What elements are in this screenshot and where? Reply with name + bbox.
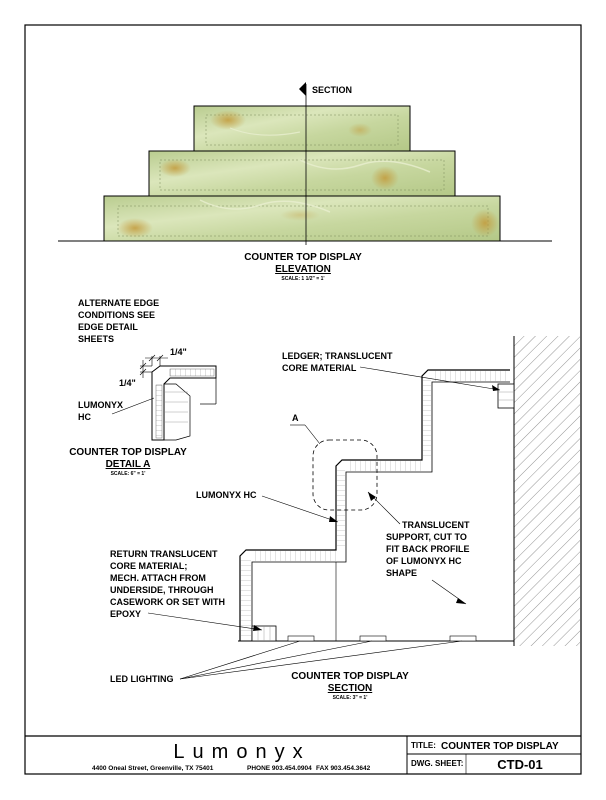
callout-a-label: A (292, 413, 299, 423)
led-leader-1 (180, 641, 300, 679)
elevation-view (58, 82, 552, 282)
title-value: COUNTER TOP DISPLAY (441, 741, 559, 752)
elevation-subtitle: ELEVATION (275, 264, 331, 275)
support-note-line-2: SUPPORT, CUT TO (386, 532, 467, 542)
stepped-profile-outer (240, 370, 510, 641)
support-note-line-5: SHAPE (386, 568, 418, 578)
return-note-line-1: RETURN TRANSLUCENT (110, 549, 218, 559)
led-strip-2 (360, 636, 386, 641)
return-note-line-5: CASEWORK OR SET WITH (110, 597, 225, 607)
section-scale: SCALE: 3" = 1' (332, 695, 368, 701)
company-logo-text: Lumonyx (173, 741, 311, 763)
led-strip-1 (288, 636, 314, 641)
section-subtitle: SECTION (327, 683, 373, 694)
support-note-line-1: TRANSLUCENT (402, 520, 470, 530)
detail-note-line-2: CONDITIONS SEE (78, 310, 156, 320)
detail-note-line-1: ALTERNATE EDGE (78, 298, 160, 308)
support-note-line-4: OF LUMONYX HC (386, 556, 462, 566)
detail-material-line-2: HC (78, 412, 91, 422)
section-title: COUNTER TOP DISPLAY (291, 671, 409, 682)
section-view (110, 336, 580, 701)
ledger-note-line-2: CORE MATERIAL (282, 363, 357, 373)
detail-dim-top: 1/4" (170, 347, 187, 357)
return-note-line-4: UNDERSIDE, THROUGH (110, 585, 214, 595)
detail-dim-side: 1/4" (119, 378, 136, 388)
led-strip-3 (450, 636, 476, 641)
wall-hatch (514, 336, 580, 646)
company-address: 4400 Oneal Street, Greenville, TX 75401 (92, 765, 214, 772)
tier-middle (149, 151, 455, 196)
detail-title: COUNTER TOP DISPLAY (69, 447, 187, 458)
lumonyx-hc-label: LUMONYX HC (196, 490, 257, 500)
company-fax: FAX 903.454.3642 (316, 765, 371, 772)
title-label: TITLE: (411, 741, 436, 750)
ledger-block (498, 384, 514, 408)
detail-note-line-3: EDGE DETAIL (78, 322, 138, 332)
support-note-line-3: FIT BACK PROFILE (386, 544, 470, 554)
elevation-scale: SCALE: 1 1/2" = 1' (281, 276, 325, 282)
dwg-sheet-value: CTD-01 (497, 757, 543, 772)
detail-subtitle: DETAIL A (105, 459, 151, 470)
elevation-title: COUNTER TOP DISPLAY (244, 252, 362, 263)
detail-scale: SCALE: 6" = 1' (110, 471, 146, 477)
ledger-note-line-1: LEDGER; TRANSLUCENT (282, 351, 393, 361)
detail-material-line-1: LUMONYX (78, 400, 123, 410)
detail-note-line-4: SHEETS (78, 334, 115, 344)
detail-a-view (69, 298, 216, 477)
lumonyx-hc-leader (262, 496, 338, 522)
return-note-line-3: MECH. ATTACH FROM (110, 573, 206, 583)
led-lighting-label: LED LIGHTING (110, 674, 174, 684)
dwg-sheet-label: DWG. SHEET: (411, 759, 464, 768)
section-marker-label: SECTION (312, 85, 353, 95)
company-phone: PHONE 903.454.0904 (247, 765, 312, 772)
section-arrow-icon (299, 82, 306, 96)
title-block (25, 736, 581, 774)
return-note-line-6: EPOXY (110, 609, 142, 619)
return-note-line-2: CORE MATERIAL; (110, 561, 188, 571)
